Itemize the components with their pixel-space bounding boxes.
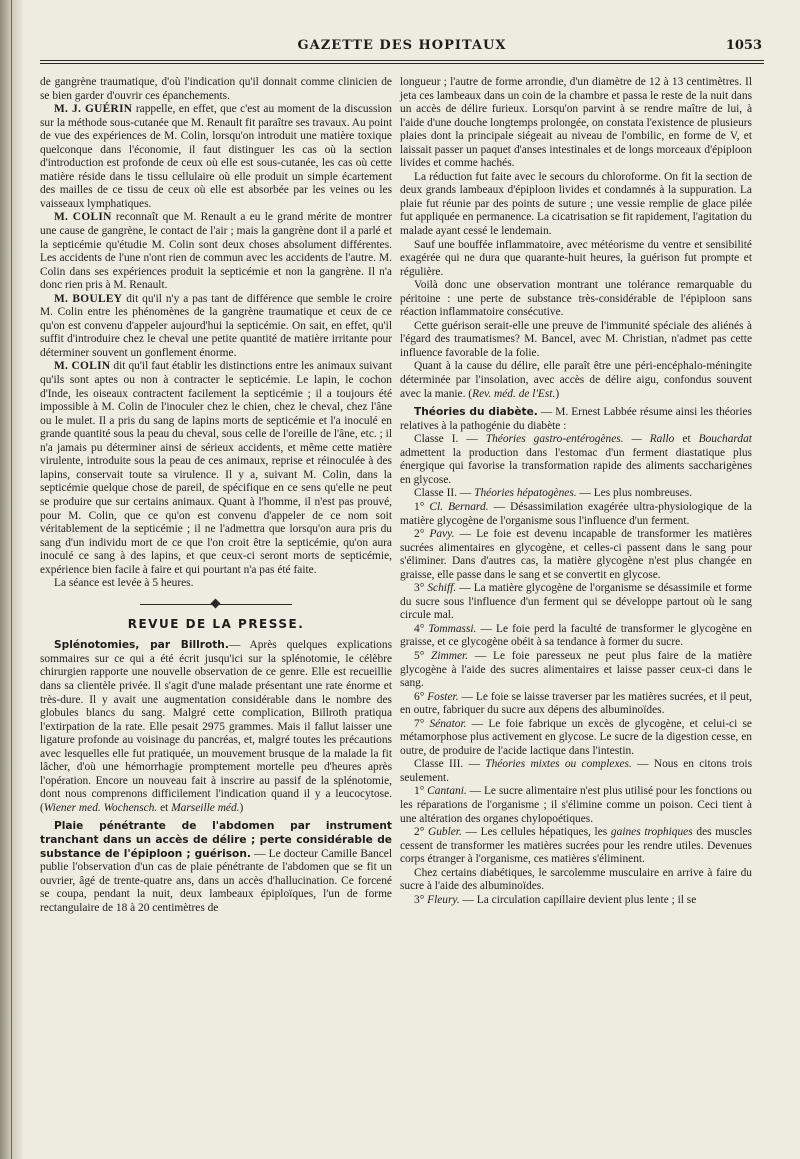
item-number: 1° [414,500,430,513]
theory-item [400,650,752,691]
speaker-name: M. COLIN [54,211,112,224]
author-name: Foster. [427,690,459,703]
paragraph-text: — Nous en citons trois seulement. [400,758,753,784]
paragraph-text: reconnaît que M. Renault a eu le grand mérite de montrer une cause de gangrène, le contact de l'air ; mais la gangrène dont il a parlé et la septicémie qu'étudie M. Colin sont deux choses absolument différentes. Les accidents de l'une n'ont rien de commun avec les accidents de l'autre. M. Colin dans ses expériences produit la septicémie et non la gangrène. Il n'a donc rien pris à M. Renault. [40,211,392,292]
section-heading: REVUE DE LA PRESSE. [127,616,305,631]
section-separator [40,598,392,612]
paragraph-text: des muscles cessent de transformer les matières sucrées pour les rendre utiles. Devenues corps étranger à l'organisme, ces matières s'éliminent. [400,826,752,866]
paragraph-text: — Le sucre alimentaire n'est plus utilisé pour les fonctions ou les réparations de l'organisme ; il s'élimine comme un poison. Ceci tient à une altération des organes chylopoétiques. [400,785,752,825]
paragraph [40,360,392,577]
paragraph: La séance est levée à 5 heures. [54,577,194,590]
right-column [400,76,752,907]
paragraph-text: — Le foie paresseux ne peut plus faire de la matière glycogène à l'aide des sucres alimentaires et laisse passer ceux-ci dans le sang. [400,649,752,690]
theory-item [400,528,752,582]
article-paragraph [400,406,752,433]
item-number: 5° [414,649,432,662]
class-label: Classe III. — [414,758,486,771]
item-number: 6° [414,690,428,703]
author-name: Tommassi. [428,622,477,635]
article-paragraph [40,820,392,915]
header-rule-thin [40,63,764,64]
speaker-name: M. J. GUÉRIN [54,103,133,116]
item-number: 4° [414,622,429,635]
item-number: 3° [414,893,428,906]
author-name: Fleury. [427,893,460,906]
separator-ornament [211,598,221,608]
paragraph: de gangrène traumatique, d'où l'indication qu'il donnait comme clinicien de se bien garder d'ouvrir ces épanchements. [40,76,392,102]
class-label: Classe II. — [414,487,475,500]
article-title: Théories du diabète. [414,406,538,419]
paragraph-text: — Après quelques explications sommaires sur ce qui a été écrit jusqu'ici sur la splénotomie, le célèbre chirurgien rapporte une nouvelle observation de ce genre. Elle est recueillie dans sa clientèle privée. Il s'agit d'une malade présentant une rate énorme et très-dure. Il y avait une augmentation considérable dans le nombre des globules blancs du sang. Malgré cette complication, Billroth pratiqua l'extirpation de la rate. Elle pesait 2975 grammes. Mais il fallut laisser une ligature profonde au voisinage du pancréas, et, malgré toutes les précautions avec lesquelles elle fut pratiquée, un mouvement brusque de la malade la fit lâcher, d'où une hémorrhagie promptement mortelle peu d'heures après l'opération. Encore un nouveau fait à inscrire au passif de la splénotomie, dont nous comprenons difficilement l'indication quand il y a leucocytose. ( [40,639,392,814]
author-name: Bouchardat [698,433,752,446]
paragraph-text: — Désassimilation exagérée ultra-physiologique de la matière glycogène de l'organisme sous l'influence d'un ferment. [400,500,752,527]
theory-item [400,691,752,718]
article-title: Splénotomies, par Billroth. [54,639,229,652]
class-label: Classe I. — [414,433,486,446]
theory-item [400,582,752,623]
author-name: Sénator. [429,717,467,730]
author-name: Cantani. [427,785,467,798]
paragraph-text: dit qu'il faut établir les distinctions entre les animaux suivant qu'ils sont aptes ou non à contracter le septicémie. Le lapin, le cochon d'Inde, les oiseaux contractent facilement la septicémie ; il a toujours été impossible à M. Colin de l'inoculer chez le chien, chez le cheval, chez l'âne ou le mulet. Il a pris du sang de lapins morts de septicémie et l'a inoculé en grande quantité sous la peau du cheval, sous celle de l'oreille de l'âne, etc. ; il n'a jamais pu déterminer ainsi de sérieux accidents, et même cette matière virulente, introduite sous la peau de ces animaux, reprise et réinoculée à des lapins, conservait toute sa virulence. Il y a, suivant M. Colin, dans la septicémie quelque chose de pareil, de spécifique en ce sens qu'elle ne peut se produire que sur certains animaux. Quant à l'homme, il n'est pas prouvé, pour M. Colin, que ce qu'on est convenu d'appeler de ce nom soit véritablement de la septicémie ; il ne l'admettra que lorsqu'on aura pris du sang d'un individu mort de ce que l'on croit être la septicémie, qu'on aura inoculé ce sang à des lapins, et que ceux-ci seront morts de septicémie, expérience bien facile à faire et qui pourtant n'a pas été faite. [40,360,392,576]
paragraph-text: — M. Ernest Labbée résume ainsi les théories relatives à la pathogénie du diabète : [400,406,752,432]
paragraph-text: — Les cellules hépatiques, les [461,826,611,839]
class-name: Théories gastro-entérogènes. — Rallo [485,433,675,446]
paragraph [400,360,752,401]
paragraph-text: — Le docteur Camille Bancel publie l'observation d'un cas de plaie pénétrante de l'abdomen que se fit un ouvrier, âgé de trente-quatre ans, dans un accès d'hallucination. Ce forcené se coupa, pendant la nuit, deux lambeaux épiploïques, l'un de forme rectangulaire de 18 à 20 centimètres de [40,847,392,914]
author-name: Gubler. [427,826,462,839]
author-name: Pavy. [429,528,455,541]
header-rule-thick [40,60,764,61]
theory-class [400,487,752,501]
paragraph-text: — Les plus nombreuses. [576,487,693,500]
theory-item [400,826,752,867]
paragraph-text: et [157,801,172,814]
paragraph-text: ) [555,387,560,400]
article-title: Plaie pénétrante de l'abdomen par instrument tranchant dans un accès de délire ; perte considérable de substance de l'épiploon ; guérison. [40,820,392,860]
paragraph-text: — La matière glycogène de l'organisme se désassimile et forme du sucre sous l'influence d'un ferment qui se développe partout où le sang circule mal. [400,582,752,622]
paragraph-text: et [674,433,699,446]
journal-title: GAZETTE DES HOPITAUX [297,38,507,53]
item-number: 2° [414,826,428,839]
source-citation: Wiener med. Wochensch. [43,801,158,814]
speaker-name: M. COLIN [54,360,111,373]
source-citation: Rev. méd. de l'Est. [472,387,556,400]
paragraph: La réduction fut faite avec le secours du chloroforme. On fit la section de deux grands lambeaux d'épiploon livides et condamnés à la suppuration. La plaie fut réunie par des points de suture ; une vessie remplie de glace pilée fut appliquée en permanence. La cicatrisation se fit rapidement, l'agitation du malade ayant cessé le lendemain. [400,170,752,238]
theory-item [400,785,752,826]
paragraph-text: — Le foie est devenu incapable de transformer les matières sucrées alimentaires en glycogène, et celles-ci passent dans le sang pour s'éliminer. Dans d'autres cas, la matière glycogène n'est plus changée en graisse, elle passe dans le sang et se convertit en glycose. [400,528,752,581]
theory-item [400,501,752,528]
binding-line [11,0,12,1159]
class-name: Théories hépatogènes. [474,487,577,500]
source-citation: Marseille méd. [171,801,240,814]
theory-class [400,433,752,487]
item-number: 2° [414,528,430,541]
paragraph [40,103,392,211]
article-paragraph [40,639,392,815]
paragraph [40,211,392,292]
page-number: 1053 [725,38,762,53]
theory-item [400,718,752,759]
item-number: 3° [414,582,428,595]
author-name: Zimmer. [431,649,469,662]
author-name: Schiff. [427,582,457,595]
paragraph: Sauf une bouffée inflammatoire, avec météorisme du ventre et sensibilité exagérée qui ne dura que quarante-huit heures, la guérison fut prompte et régulière. [400,238,752,278]
emphasis: gaines trophiques [610,826,693,839]
paragraph-text: — La circulation capillaire devient plus lente ; il se [459,893,697,906]
paragraph: Cette guérison serait-elle une preuve de l'immunité spéciale des aliénés à l'égard des traumatismes? M. Bancel, avec M. Christian, n'admet pas cette influence favorable de la folie. [400,319,752,359]
item-number: 7° [414,717,430,730]
item-number: 1° [414,785,428,798]
paragraph-text: rappelle, en effet, que c'est au moment de la discussion sur la méthode sous-cutanée que M. Renault fit paraître ses travaux. Au point de vue des expériences de M. Colin, lorsqu'on introduit une matière toxique quelconque dans l'économie, il faut distinguer les cas où la section d'introduction est profonde de ceux où elle est sous-cutanée, les cas où cette matière réside dans le tissu cellulaire où elle produit un simple écartement des mailles de ce tissu de ceux où elle est absorbée par les veines ou les vaisseaux lymphatiques. [40,103,392,210]
theory-item [400,894,752,908]
class-name: Théories mixtes ou complexes. [485,758,632,771]
paragraph [40,293,392,361]
page-header [40,38,764,58]
speaker-name: M. BOULEY [54,292,123,305]
paragraph-text: — Le foie perd la faculté de transformer le glycogène en graisse, et ce glycogène obéit à sa tendance à former du sucre. [400,622,753,649]
paragraph-text: — Le foie fabrique un excès de glycogène, et celui-ci se métamorphose plus activement en glycose. Le sucre de la digestion cesse, en outre, de produire de l'acide lactique dans l'intestin. [400,717,752,757]
paragraph-text: Quant à la cause du délire, elle paraît être une péri-encéphalo-méningite déterminée par l'insolation, avec accès de délire aigu, confondus souvent avec la manie. ( [400,360,752,400]
paragraph: longueur ; l'autre de forme arrondie, d'un diamètre de 12 à 13 centimètres. Il jeta ces lambeaux dans un coin de la chambre et passa le reste de la nuit dans un accès de délire furieux. Lorsqu'on parvint à se rendre maître de lui, à l'aide d'une douche longtemps prolongée, on constata l'existence de plusieurs plaies dont la principale siégeait au niveau de l'ombilic, en forme de V, et laissait passer un paquet d'anses intestinales et de longs morceaux d'épiploon livides et comme hachés. [400,76,752,170]
paragraph-text: ) [239,801,244,814]
theory-item [400,623,752,650]
left-column [40,76,392,915]
paragraph-text: — Le foie se laisse traverser par les matières sucrées, et il peut, en outre, fabriquer du sucre aux dépens des albuminoïdes. [400,690,752,717]
paragraph-text: dit qu'il n'y a pas tant de différence que semble le croire M. Colin entre les phénomènes de la gangrène traumatique et ceux de ce qu'on est convenu d'appeler aujourd'hui la septicémie. On sait, en effet, qu'il suffit d'introduire chez le cheval une petite quantité de matière irritante pour déterminer souvent un gonflement énorme. [40,292,392,359]
paragraph-text: admettent la production dans l'estomac d'un ferment diastatique plus énergique qui favorise la transformation rapide des aliments saccharigènes en glycose. [400,446,752,486]
paragraph: Voilà donc une observation montrant une tolérance remarquable du péritoine : une perte de substance très-considérable de l'épiploon sans réaction inflammatoire consécutive. [400,279,752,319]
theory-class [400,758,752,785]
paragraph: Chez certains diabétiques, le sarcolemme musculaire en arrive à faire du sucre à l'aide des albuminoïdes. [400,866,752,893]
author-name: Cl. Bernard. [429,500,489,513]
